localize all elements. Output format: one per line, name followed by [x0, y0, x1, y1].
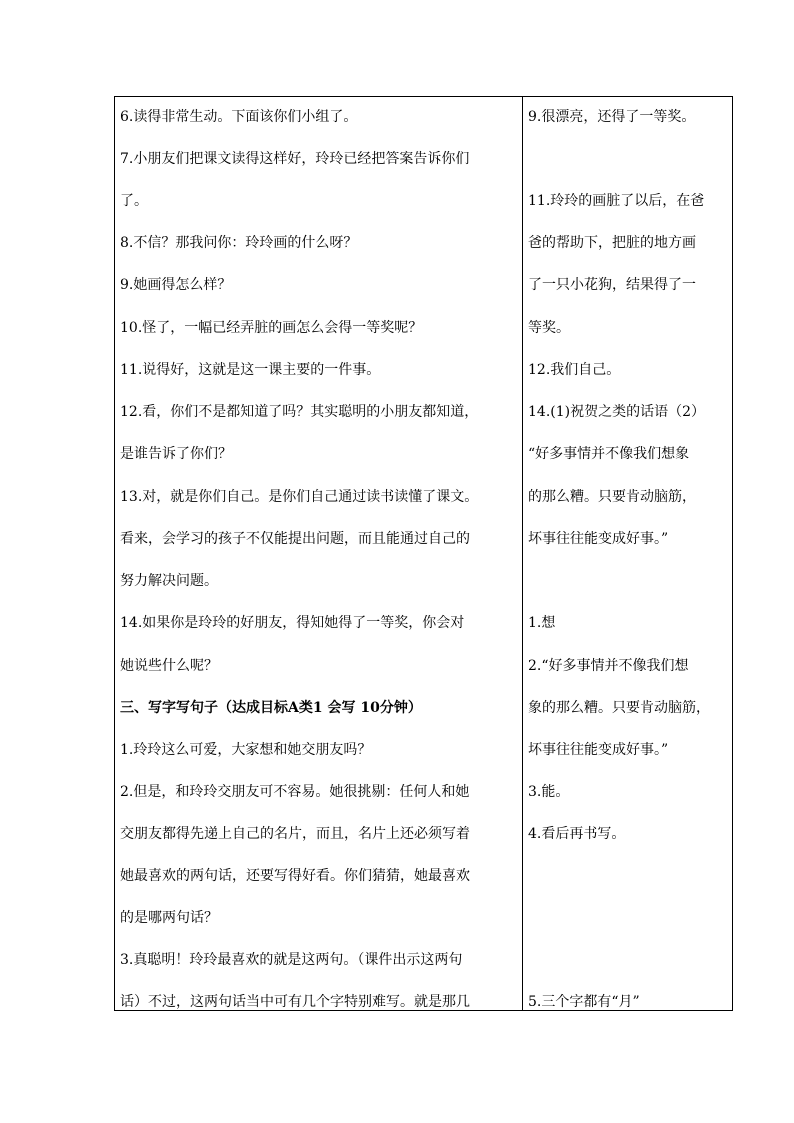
teacher-line: 了。: [120, 193, 148, 209]
teacher-line: 10.怪了，一幅已经弄脏的画怎么会得一等奖呢？: [120, 320, 423, 336]
teacher-line: 的是哪两句话？: [120, 910, 218, 926]
teacher-line: 13.对，就是你们自己。是你们自己通过读书读懂了课文。: [120, 489, 479, 505]
student-line: 坏事往往能变成好事。”: [528, 531, 669, 547]
teacher-line: 2.但是，和玲玲交朋友可不容易。她很挑剔：任何人和她: [120, 784, 470, 800]
student-line: 14.(1)祝贺之类的话语（2）: [528, 404, 706, 420]
student-line: 坏事往往能变成好事。”: [528, 742, 669, 758]
teacher-line: 9.她画得怎么样？: [120, 277, 232, 293]
student-line: 象的那么糟。只要肯动脑筋，: [528, 700, 710, 716]
section-heading: 三、写字写句子（达成目标A类1 会写 10分钟）: [120, 700, 422, 716]
student-line: 等奖。: [528, 320, 570, 336]
student-line: 5.三个字都有“月”: [528, 994, 640, 1010]
student-line: 11.玲玲的画脏了以后，在爸: [528, 193, 705, 209]
teacher-line: 1.玲玲这么可爱，大家想和她交朋友吗？: [120, 742, 372, 758]
student-line: 1.想: [528, 615, 556, 631]
teacher-line: 话）不过，这两句话当中可有几个字特别难写。就是那几: [120, 994, 470, 1010]
column-divider: [522, 97, 523, 1010]
teacher-line: 11.说得好，这就是这一课主要的一件事。: [120, 362, 381, 378]
student-line: 3.能。: [528, 784, 570, 800]
student-line: 爸的帮助下，把脏的地方画: [528, 235, 696, 251]
teacher-line: 她最喜欢的两句话，还要写得好看。你们猜猜，她最喜欢: [120, 868, 470, 884]
teacher-line: 7.小朋友们把课文读得这样好，玲玲已经把答案告诉你们: [120, 151, 470, 167]
student-line: 9.很漂亮，还得了一等奖。: [528, 109, 696, 125]
teacher-line: 3.真聪明！玲玲最喜欢的就是这两句。（课件出示这两句: [120, 952, 463, 968]
student-line: 12.我们自己。: [528, 362, 621, 378]
student-line: 2.“好多事情并不像我们想: [528, 658, 689, 674]
lesson-table: [114, 96, 733, 1011]
teacher-line: 12.看，你们不是都知道了吗？其实聪明的小朋友都知道，: [120, 404, 479, 420]
teacher-line: 14.如果你是玲玲的好朋友，得知她得了一等奖，你会对: [120, 615, 465, 631]
teacher-line: 她说些什么呢？: [120, 658, 218, 674]
teacher-line: 交朋友都得先递上自己的名片，而且，名片上还必须写着: [120, 826, 470, 842]
teacher-line: 看来，会学习的孩子不仅能提出问题，而且能通过自己的: [120, 531, 470, 547]
teacher-line: 6.读得非常生动。下面该你们小组了。: [120, 109, 358, 125]
student-line: 的那么糟。只要肯动脑筋，: [528, 489, 696, 505]
teacher-line: 是谁告诉了你们？: [120, 446, 232, 462]
student-line: 4.看后再书写。: [528, 826, 626, 842]
teacher-line: 努力解决问题。: [120, 573, 218, 589]
student-line: 了一只小花狗，结果得了一: [528, 277, 696, 293]
student-line: “好多事情并不像我们想象: [528, 446, 690, 462]
teacher-line: 8.不信？那我问你：玲玲画的什么呀？: [120, 235, 358, 251]
